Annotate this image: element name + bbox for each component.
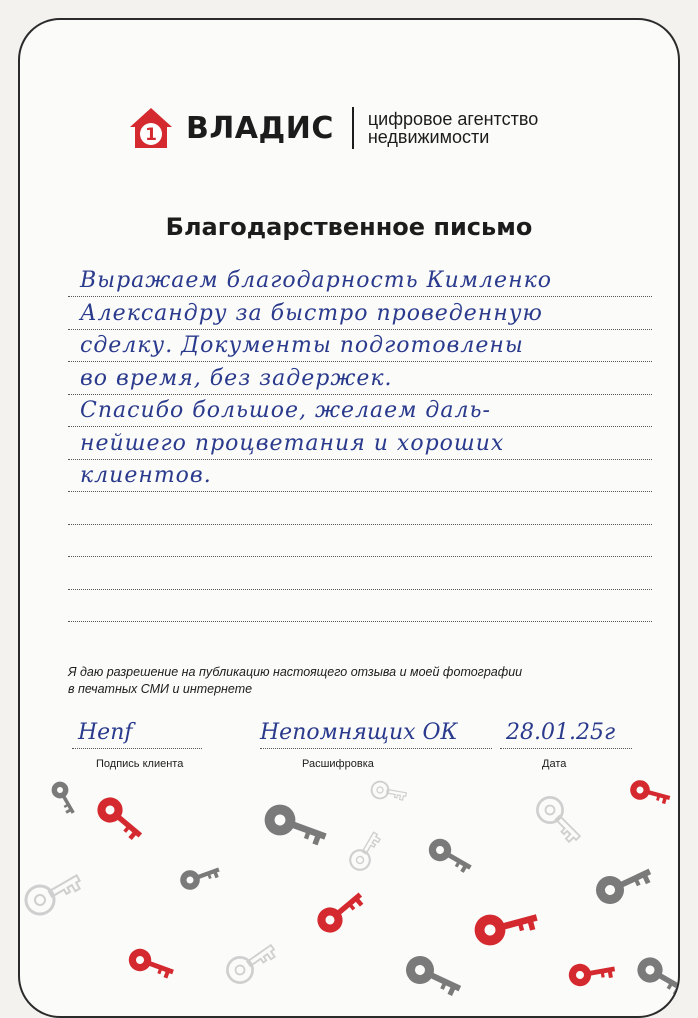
handwritten-line: Спасибо большое, желаем даль- bbox=[80, 398, 491, 423]
ruled-line bbox=[68, 329, 652, 330]
letter-title: Благодарственное письмо bbox=[165, 213, 533, 241]
ruled-line bbox=[68, 296, 652, 297]
key-icon bbox=[401, 951, 465, 1001]
handwritten-line: Александру за быстро проведенную bbox=[80, 300, 543, 326]
ruled-line bbox=[68, 361, 652, 362]
key-icon bbox=[425, 835, 476, 878]
handwritten-line: во время, без задержек. bbox=[80, 365, 393, 391]
handwritten-line: нейшего процветания и хороших bbox=[80, 430, 505, 456]
key-icon bbox=[222, 937, 279, 988]
key-icon bbox=[532, 792, 587, 847]
date-value: 28.01.25г bbox=[506, 720, 616, 745]
key-icon bbox=[177, 860, 222, 892]
tagline-line-1: цифровое агентство bbox=[367, 109, 539, 129]
ruled-line bbox=[68, 621, 652, 622]
key-icon bbox=[628, 778, 672, 807]
house-logo-icon bbox=[128, 105, 174, 151]
ruled-line bbox=[68, 556, 652, 557]
brand-tagline bbox=[368, 110, 538, 146]
key-icon bbox=[21, 866, 85, 919]
key-icon bbox=[126, 946, 177, 983]
ruled-line bbox=[68, 459, 652, 460]
key-icon bbox=[260, 800, 330, 851]
decoding-line bbox=[260, 748, 492, 749]
ruled-line bbox=[68, 524, 652, 525]
name-decoding: Непомнящих ОК bbox=[260, 720, 458, 745]
handwritten-line: клиентов. bbox=[80, 463, 212, 488]
decoding-label: Расшифровка bbox=[302, 758, 374, 770]
key-icon bbox=[312, 885, 368, 938]
letter-card bbox=[18, 18, 680, 1018]
brand-name: ВЛАДИС bbox=[186, 110, 334, 146]
key-icon bbox=[49, 779, 81, 818]
logo-divider bbox=[352, 107, 354, 149]
publication-consent bbox=[68, 664, 522, 698]
brand-logo bbox=[128, 104, 538, 152]
key-icon bbox=[370, 780, 407, 803]
key-icon bbox=[92, 792, 148, 845]
consent-line-1: Я даю разрешение на публикацию настоящего отзыва и моей фотографии bbox=[68, 665, 523, 679]
handwritten-line: сделку. Документы подготовлены bbox=[80, 333, 524, 358]
handwritten-line: Выражаем благодарность Кимленко bbox=[80, 268, 552, 293]
ruled-line bbox=[68, 426, 652, 427]
signature-label: Подпись клиента bbox=[96, 758, 184, 770]
key-icon bbox=[633, 953, 680, 1001]
key-pattern bbox=[20, 750, 680, 1018]
date-label: Дата bbox=[542, 758, 567, 770]
signature-line bbox=[72, 748, 202, 749]
key-icon bbox=[591, 859, 655, 909]
ruled-line bbox=[68, 589, 652, 590]
key-icon bbox=[347, 828, 384, 873]
ruled-line bbox=[68, 491, 652, 492]
ruled-line bbox=[68, 394, 652, 395]
key-icon bbox=[471, 903, 541, 949]
svg-text:1: 1 bbox=[145, 125, 157, 145]
tagline-line-2: недвижимости bbox=[367, 127, 490, 147]
date-line bbox=[500, 748, 632, 749]
key-icon bbox=[567, 958, 617, 988]
client-signature: Неnf bbox=[78, 720, 133, 745]
consent-line-2: в печатных СМИ и интернете bbox=[68, 682, 253, 696]
